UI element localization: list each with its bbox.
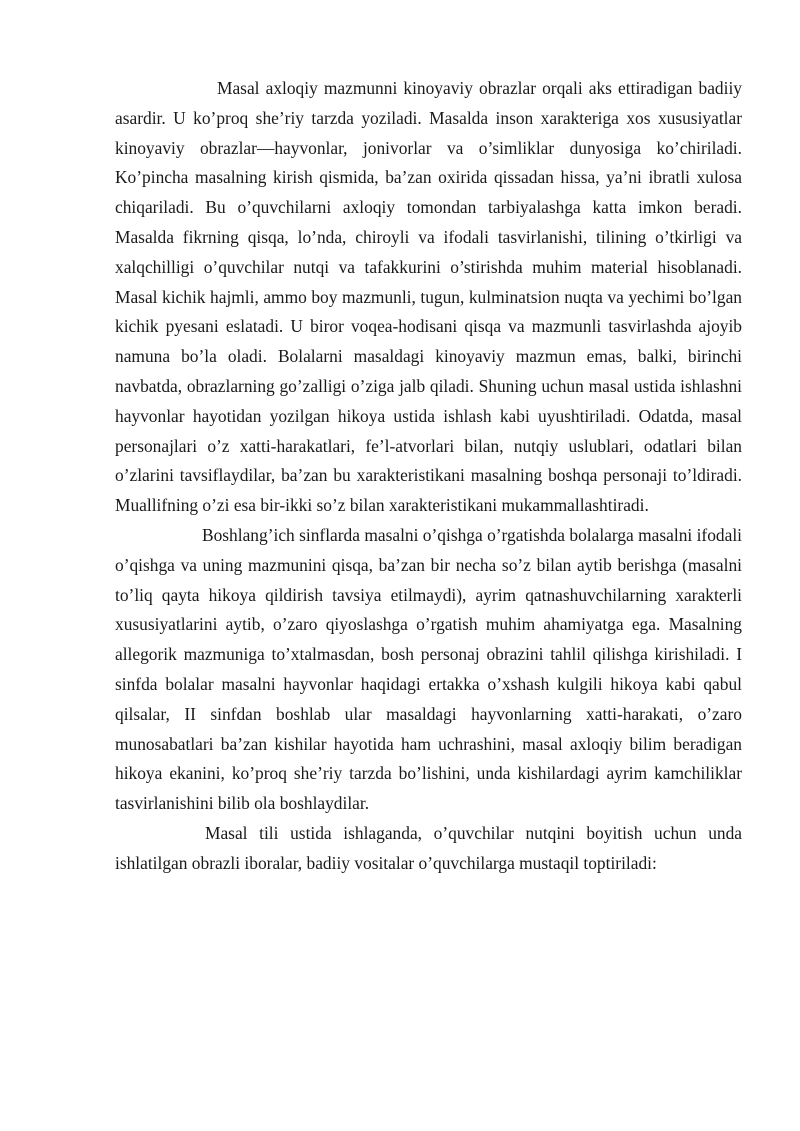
paragraph-primary-grades: Boshlang’ich sinflarda masalni o’qishga o’rgatishda bolalarga masalni ifodali o’qishga va uning mazmunini qisqa, ba’zan bir necha so’z bilan aytib berishga (masalni to’liq qayta hikoya qildirish tavsiya etilmaydi), ayrim qatnashuvchilarning xarakterli xususiyatlarini aytib, o’zaro qiyoslashga o’rgatish muhim ahamiyatga ega. Masalning allegorik mazmuniga to’xtalmasdan, bosh personaj obrazini tahlil qilishga kirishiladi. I sinfda bolalar masalni hayvonlar haqidagi ertakka o’xshash kulgili hikoya kabi qabul qilsalar, II sinfdan boshlab ular masaldagi hayvonlarning xatti-harakati, o’zaro munosabatlari ba’zan kishilar hayotida ham uchrashini, masal axloqiy bilim beradigan hikoya ekanini, ko’proq she’riy tarzda bo’lishini, unda kishilardagi ayrim kamchiliklar tasvirlanishini bilib ola boshlaydilar. [115, 524, 742, 814]
paragraph-masal-language: Masal tili ustida ishlaganda, o’quvchilar nutqini boyitish uchun unda ishlatilgan obrazli iboralar, badiiy vositalar o’quvchilarga mustaqil toptiriladi: [115, 822, 742, 873]
paragraph-masal-definition: Masal axloqiy mazmunni kinoyaviy obrazlar orqali aks ettiradigan badiiy asardir. U ko’proq she’riy tarzda yoziladi. Masalda inson xarakteriga xos xususiyatlar kinoyaviy obrazlar—hayvonlar, jonivorlar va o’simliklar dunyosiga ko’chiriladi. Ko’pincha masalning kirish qismida, ba’zan oxirida qissadan hissa, ya’ni ibratli xulosa chiqariladi. Bu o’quvchilarni axloqiy tomondan tarbiyalashga katta imkon beradi. Masalda fikrning qisqa, lo’nda, chiroyli va ifodali tasvirlanishi, tilining o’tkirligi va xalqchilligi o’quvchilar nutqi va tafakkurini o’stirishda muhim material hisoblanadi. Masal kichik hajmli, ammo boy mazmunli, tugun, kulminatsion nuqta va yechimi bo’lgan kichik pyesani eslatadi. U biror voqea-hodisani qisqa va mazmunli tasvirlashda ajoyib namuna bo’la oladi. Bolalarni masaldagi kinoyaviy mazmun emas, balki, birinchi navbatda, obrazlarning go’zalligi o’ziga jalb qiladi. Shuning uchun masal ustida ishlashni hayvonlar hayotidan yozilgan hikoya ustida ishlash kabi uyushtiriladi. Odatda, masal personajlari o’z xatti-harakatlari, fe’l-atvorlari bilan, nutqiy uslublari, odatlari bilan o’zlarini tavsiflaydilar, ba’zan bu xarakteristikani masalning boshqa personaji to’ldiradi. Muallifning o’zi esa bir-ikki so’z bilan xarakteristikani mukammallashtiradi. [115, 78, 742, 516]
document-body [115, 74, 742, 879]
